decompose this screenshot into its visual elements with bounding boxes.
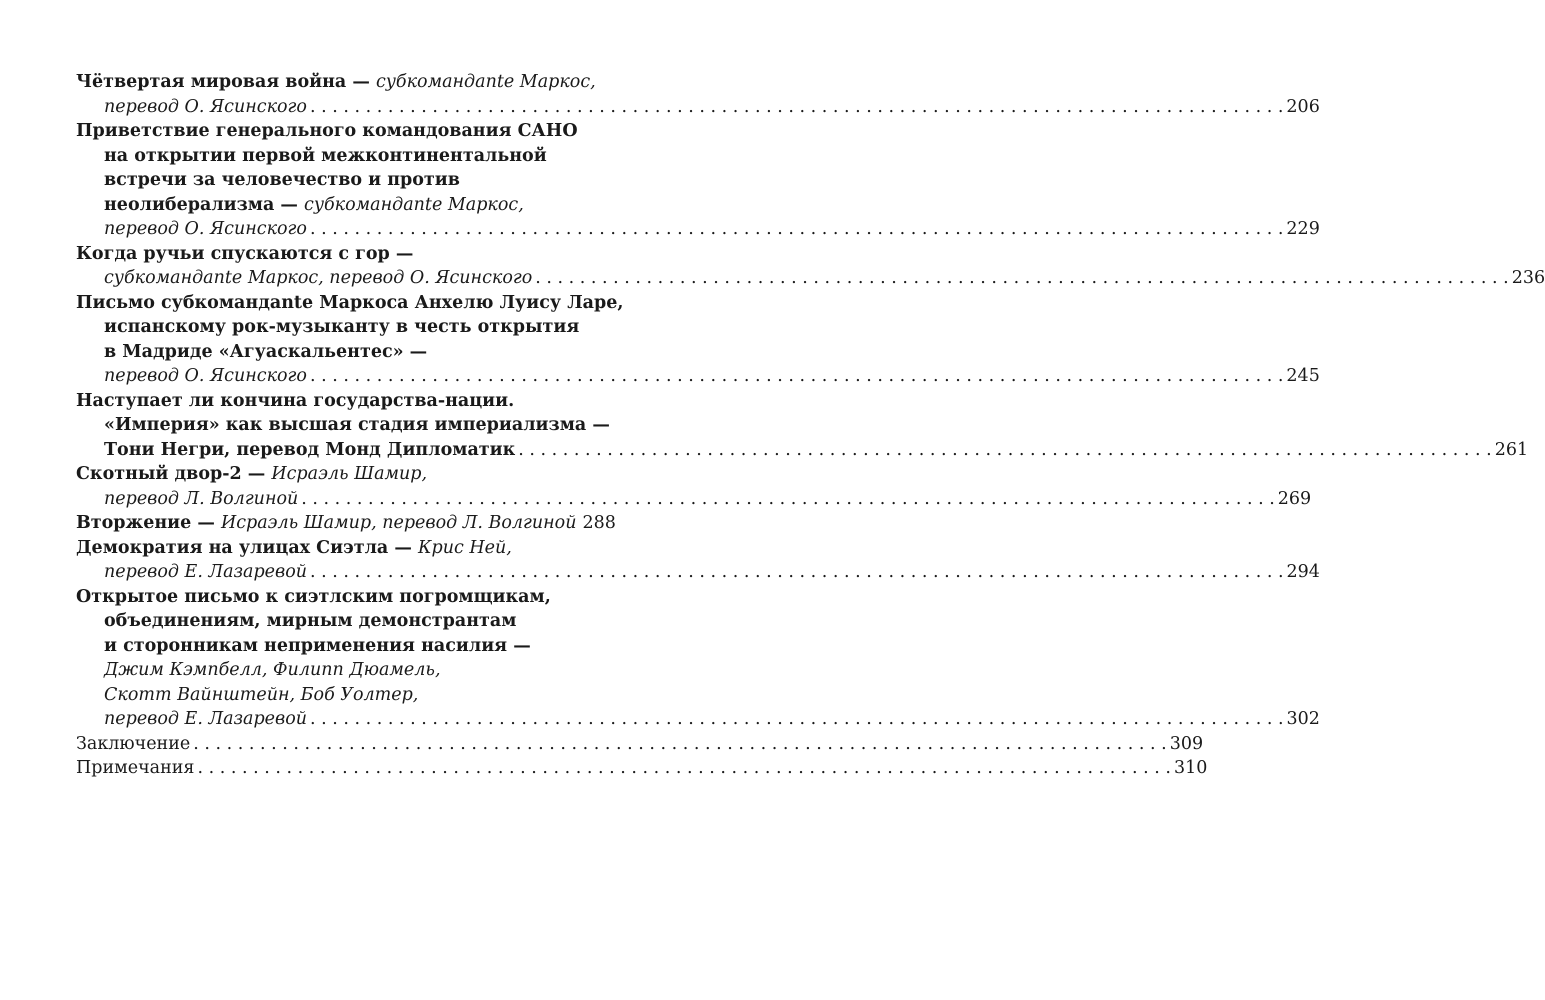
entry-title: Когда ручьи спускаются с гор — xyxy=(76,243,414,264)
toc-line xyxy=(76,144,574,169)
toc-line xyxy=(76,242,574,267)
toc-line-text xyxy=(104,560,307,585)
dot-leader xyxy=(310,364,1283,389)
entry-author: субкомандante Маркос, xyxy=(375,72,596,92)
entry-title: Тони Негри, перевод Монд Дипломатик xyxy=(104,439,516,460)
toc-line-text xyxy=(104,707,307,732)
entry-title: Скотный двор-2 — xyxy=(76,464,272,484)
dot-leader xyxy=(310,560,1283,585)
toc-line-text xyxy=(104,611,516,631)
toc-line-text xyxy=(104,342,427,362)
page-number: 206 xyxy=(1286,96,1320,117)
toc-line-text xyxy=(104,195,524,215)
entry-title: неолиберализма — xyxy=(104,194,305,215)
entry-title: Чётвертая мировая война — xyxy=(76,72,376,92)
dot-leader xyxy=(197,756,1170,781)
entry-author: Крис Ней, xyxy=(417,537,512,558)
entry-title: Наступает ли кончина государства-нации. xyxy=(76,390,515,411)
toc-line-text xyxy=(76,538,512,558)
entry-title: Демократия на улицах Сиэтла — xyxy=(76,537,418,558)
entry-author: перевод О. Ясинского xyxy=(104,96,307,117)
toc-line-text xyxy=(104,660,441,680)
toc-entry xyxy=(76,536,1320,585)
toc-line xyxy=(76,193,574,218)
toc-line xyxy=(76,389,574,414)
page-number: 288 xyxy=(582,513,616,533)
toc-entry xyxy=(76,732,1204,757)
entry-author: перевод Е. Лазаревой xyxy=(104,562,308,582)
toc-entry xyxy=(76,70,1320,119)
entry-author: перевод О. Ясинского xyxy=(104,366,307,386)
toc-line-text xyxy=(104,146,547,166)
toc-line xyxy=(76,438,1529,463)
entry-author: Джим Кэмпбелл, Филипп Дюамель, xyxy=(104,660,441,680)
entry-author: перевод Л. Волгиной xyxy=(104,488,299,509)
toc-line xyxy=(76,609,574,634)
page-number: 269 xyxy=(1277,488,1312,509)
toc-line-text xyxy=(76,511,577,536)
toc-line-text xyxy=(76,732,190,757)
toc-line xyxy=(76,658,574,683)
toc-line-text xyxy=(76,464,427,484)
dot-leader xyxy=(518,438,1491,463)
entry-title: испанскому рок-музыканту в честь открытия xyxy=(104,317,580,337)
toc-line-text xyxy=(104,170,460,190)
toc-line xyxy=(76,634,574,659)
dot-leader xyxy=(535,266,1508,291)
dot-leader xyxy=(301,487,1274,512)
toc-entry xyxy=(76,389,1529,463)
toc-line-text xyxy=(104,438,515,463)
entry-author: перевод О. Ясинского xyxy=(104,219,307,239)
entry-title: Заключение xyxy=(76,733,191,754)
entry-author: перевод Е. Лазаревой xyxy=(104,709,308,729)
toc-line-text xyxy=(76,293,623,313)
toc-line-text xyxy=(104,415,610,435)
toc-line-text xyxy=(104,217,307,242)
entry-title: в Мадриде «Агуаскальентес» — xyxy=(104,341,428,362)
toc-line-text xyxy=(104,266,532,291)
toc-line xyxy=(76,413,610,438)
toc-entry xyxy=(76,119,1320,242)
toc-line xyxy=(76,462,574,487)
toc-line xyxy=(76,707,1320,732)
toc-line-text xyxy=(76,587,551,607)
toc-line xyxy=(76,536,574,561)
toc-line xyxy=(76,585,574,610)
dot-leader xyxy=(310,707,1283,732)
toc-line-text xyxy=(104,685,418,705)
entry-title: Вторжение — xyxy=(76,513,221,533)
page-number: 302 xyxy=(1286,709,1320,729)
toc-line xyxy=(76,560,1320,585)
entry-author: Скотт Вайнштейн, Боб Уолтер, xyxy=(104,684,419,705)
entry-title: Открытое письмо к сиэтлским погромщикам, xyxy=(76,586,551,607)
page-number: 261 xyxy=(1494,439,1529,460)
entry-author: субкомандante Маркос, перевод О. Ясинского xyxy=(104,268,533,288)
dot-leader xyxy=(310,217,1283,242)
dot-leader xyxy=(193,732,1166,757)
toc-line xyxy=(76,683,574,708)
toc-line xyxy=(76,291,624,316)
toc-entry xyxy=(76,511,616,536)
page-number: 229 xyxy=(1286,219,1320,239)
toc-line xyxy=(76,217,1320,242)
toc-line-text xyxy=(104,95,307,120)
toc-line xyxy=(76,95,1320,120)
toc-line-text xyxy=(76,244,413,264)
toc-line xyxy=(76,511,616,536)
table-of-contents xyxy=(76,70,1545,781)
entry-title: Примечания xyxy=(76,758,195,778)
entry-title: встречи за человечество и против xyxy=(104,170,460,190)
toc-line xyxy=(76,70,596,95)
toc-line xyxy=(76,168,574,193)
toc-line xyxy=(76,364,1320,389)
toc-entry xyxy=(76,242,1545,291)
page-number: 236 xyxy=(1511,268,1545,288)
toc-line xyxy=(76,732,1204,757)
entry-title: Письмо субкомандante Маркоса Анхелю Луису Ларе, xyxy=(76,292,624,313)
toc-line-text xyxy=(76,756,194,781)
page-number: 310 xyxy=(1173,758,1208,778)
page-number: 245 xyxy=(1286,366,1320,386)
toc-line-text xyxy=(76,72,596,92)
toc-line xyxy=(76,487,1312,512)
toc-line-text xyxy=(104,364,307,389)
entry-author: Исраэль Шамир, xyxy=(271,464,428,484)
entry-title: «Империя» как высшая стадия империализма — xyxy=(104,415,610,435)
toc-entry xyxy=(76,585,1320,732)
toc-line-text xyxy=(104,487,298,512)
dot-leader xyxy=(310,95,1283,120)
toc-line xyxy=(76,266,1545,291)
toc-entry xyxy=(76,462,1312,511)
entry-author: Исраэль Шамир, перевод Л. Волгиной xyxy=(220,513,577,533)
toc-line xyxy=(76,340,574,365)
entry-title: объединениям, мирным демонстрантам xyxy=(104,611,517,631)
page-number: 309 xyxy=(1169,733,1204,754)
toc-line-text xyxy=(76,121,578,141)
toc-entry xyxy=(76,756,1208,781)
toc-line-text xyxy=(104,317,579,337)
toc-line-text xyxy=(104,636,531,656)
entry-author: субкомандante Маркос, xyxy=(304,194,524,215)
entry-title: на открытии первой межконтинентальной xyxy=(104,145,547,166)
toc-line xyxy=(76,315,580,340)
toc-line-text xyxy=(76,391,514,411)
entry-title: и сторонникам неприменения насилия — xyxy=(104,635,531,656)
toc-entry xyxy=(76,291,1320,389)
toc-line xyxy=(76,119,578,144)
page-number: 294 xyxy=(1286,562,1320,582)
entry-title: Приветствие генерального командования САНО xyxy=(76,121,578,141)
toc-line xyxy=(76,756,1208,781)
